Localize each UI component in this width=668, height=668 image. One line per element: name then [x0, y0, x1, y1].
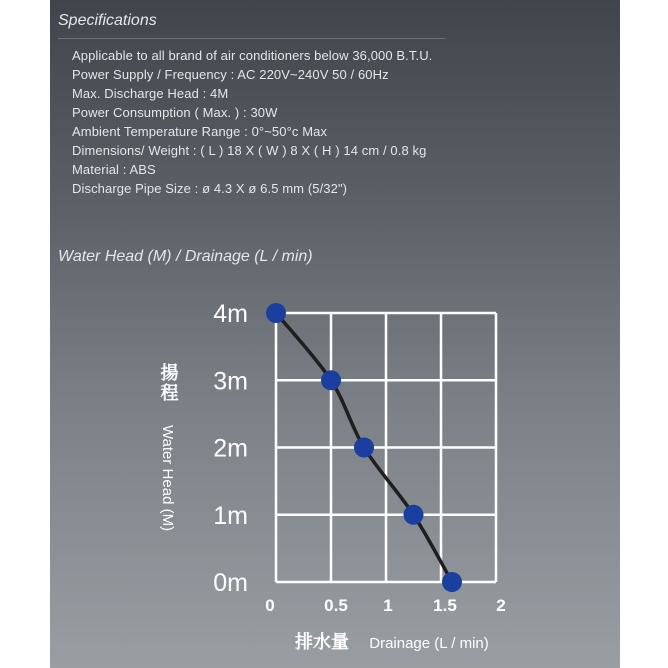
y-tick-label: 4m: [213, 300, 248, 328]
spec-item: Power Supply / Frequency : AC 220V~240V 50 / 60Hz: [72, 67, 389, 82]
spec-item: Ambient Temperature Range : 0°~50°c Max: [72, 124, 328, 139]
data-point: [404, 505, 424, 525]
data-point: [442, 572, 462, 592]
x-axis-label-chinese: 排水量: [295, 632, 349, 653]
data-point: [266, 303, 286, 323]
x-tick-label: 1: [383, 596, 393, 615]
x-tick-label: 2: [496, 596, 506, 615]
spec-item: Dimensions/ Weight : ( L ) 18 X ( W ) 8 X ( H ) 14 cm / 0.8 kg: [72, 143, 427, 158]
data-point: [321, 370, 341, 390]
x-tick-label: 1.5: [433, 596, 457, 615]
y-tick-label: 1m: [213, 501, 248, 530]
y-axis-label-chinese: 揚程: [157, 363, 179, 403]
spec-item: Applicable to all brand of air conditioners below 36,000 B.T.U.: [72, 48, 433, 63]
specifications-title: Specifications: [58, 12, 157, 29]
y-axis-label: Water Head (M): [159, 424, 176, 532]
chart-section-title: Water Head (M) / Drainage (L / min): [58, 248, 313, 265]
spec-item: Material : ABS: [72, 162, 156, 177]
y-tick-label: 3m: [213, 367, 248, 396]
y-tick-label: 2m: [213, 434, 248, 463]
y-tick-label: 0m: [213, 569, 248, 597]
x-tick-label: 0: [265, 596, 275, 615]
spec-item: Discharge Pipe Size : ø 4.3 X ø 6.5 mm (5/32"): [72, 181, 348, 196]
spec-item: Power Consumption ( Max. ) : 30W: [72, 105, 278, 120]
spec-item: Max. Discharge Head : 4M: [72, 86, 229, 101]
data-point: [354, 438, 374, 458]
x-tick-label: 0.5: [324, 596, 348, 615]
x-axis-label: Drainage (L / min): [369, 635, 489, 652]
